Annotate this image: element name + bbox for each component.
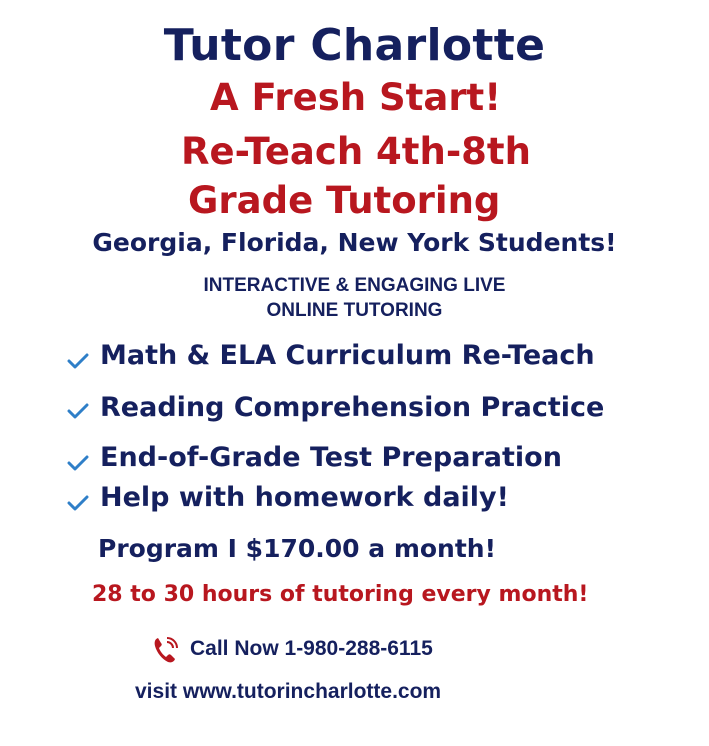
hours-line: 28 to 30 hours of tutoring every month! [92,582,589,607]
call-now-line[interactable]: Call Now 1-980-288-6115 [190,637,433,660]
subheading-line-2: ONLINE TUTORING [266,300,443,321]
subheading-line-1: INTERACTIVE & ENGAGING LIVE [203,275,506,296]
feature-item: Math & ELA Curriculum Re-Teach [100,340,595,371]
feature-item: Help with homework daily! [100,482,509,513]
check-icon [67,352,89,370]
program-price: Program I $170.00 a month! [98,534,496,563]
title: Tutor Charlotte [163,20,546,71]
check-icon [67,494,89,512]
headline-fresh-start: A Fresh Start! [210,76,502,119]
check-icon [67,454,89,472]
phone-icon [152,636,178,664]
states-line: Georgia, Florida, New York Students! [92,228,617,257]
check-icon [67,402,89,420]
feature-item: Reading Comprehension Practice [100,392,605,423]
feature-item: End-of-Grade Test Preparation [100,442,562,473]
website-link[interactable]: visit www.tutorincharlotte.com [135,680,442,703]
headline-reteach: Re-Teach 4th-8th [181,130,531,173]
headline-grade-tutoring: Grade Tutoring [188,179,501,222]
